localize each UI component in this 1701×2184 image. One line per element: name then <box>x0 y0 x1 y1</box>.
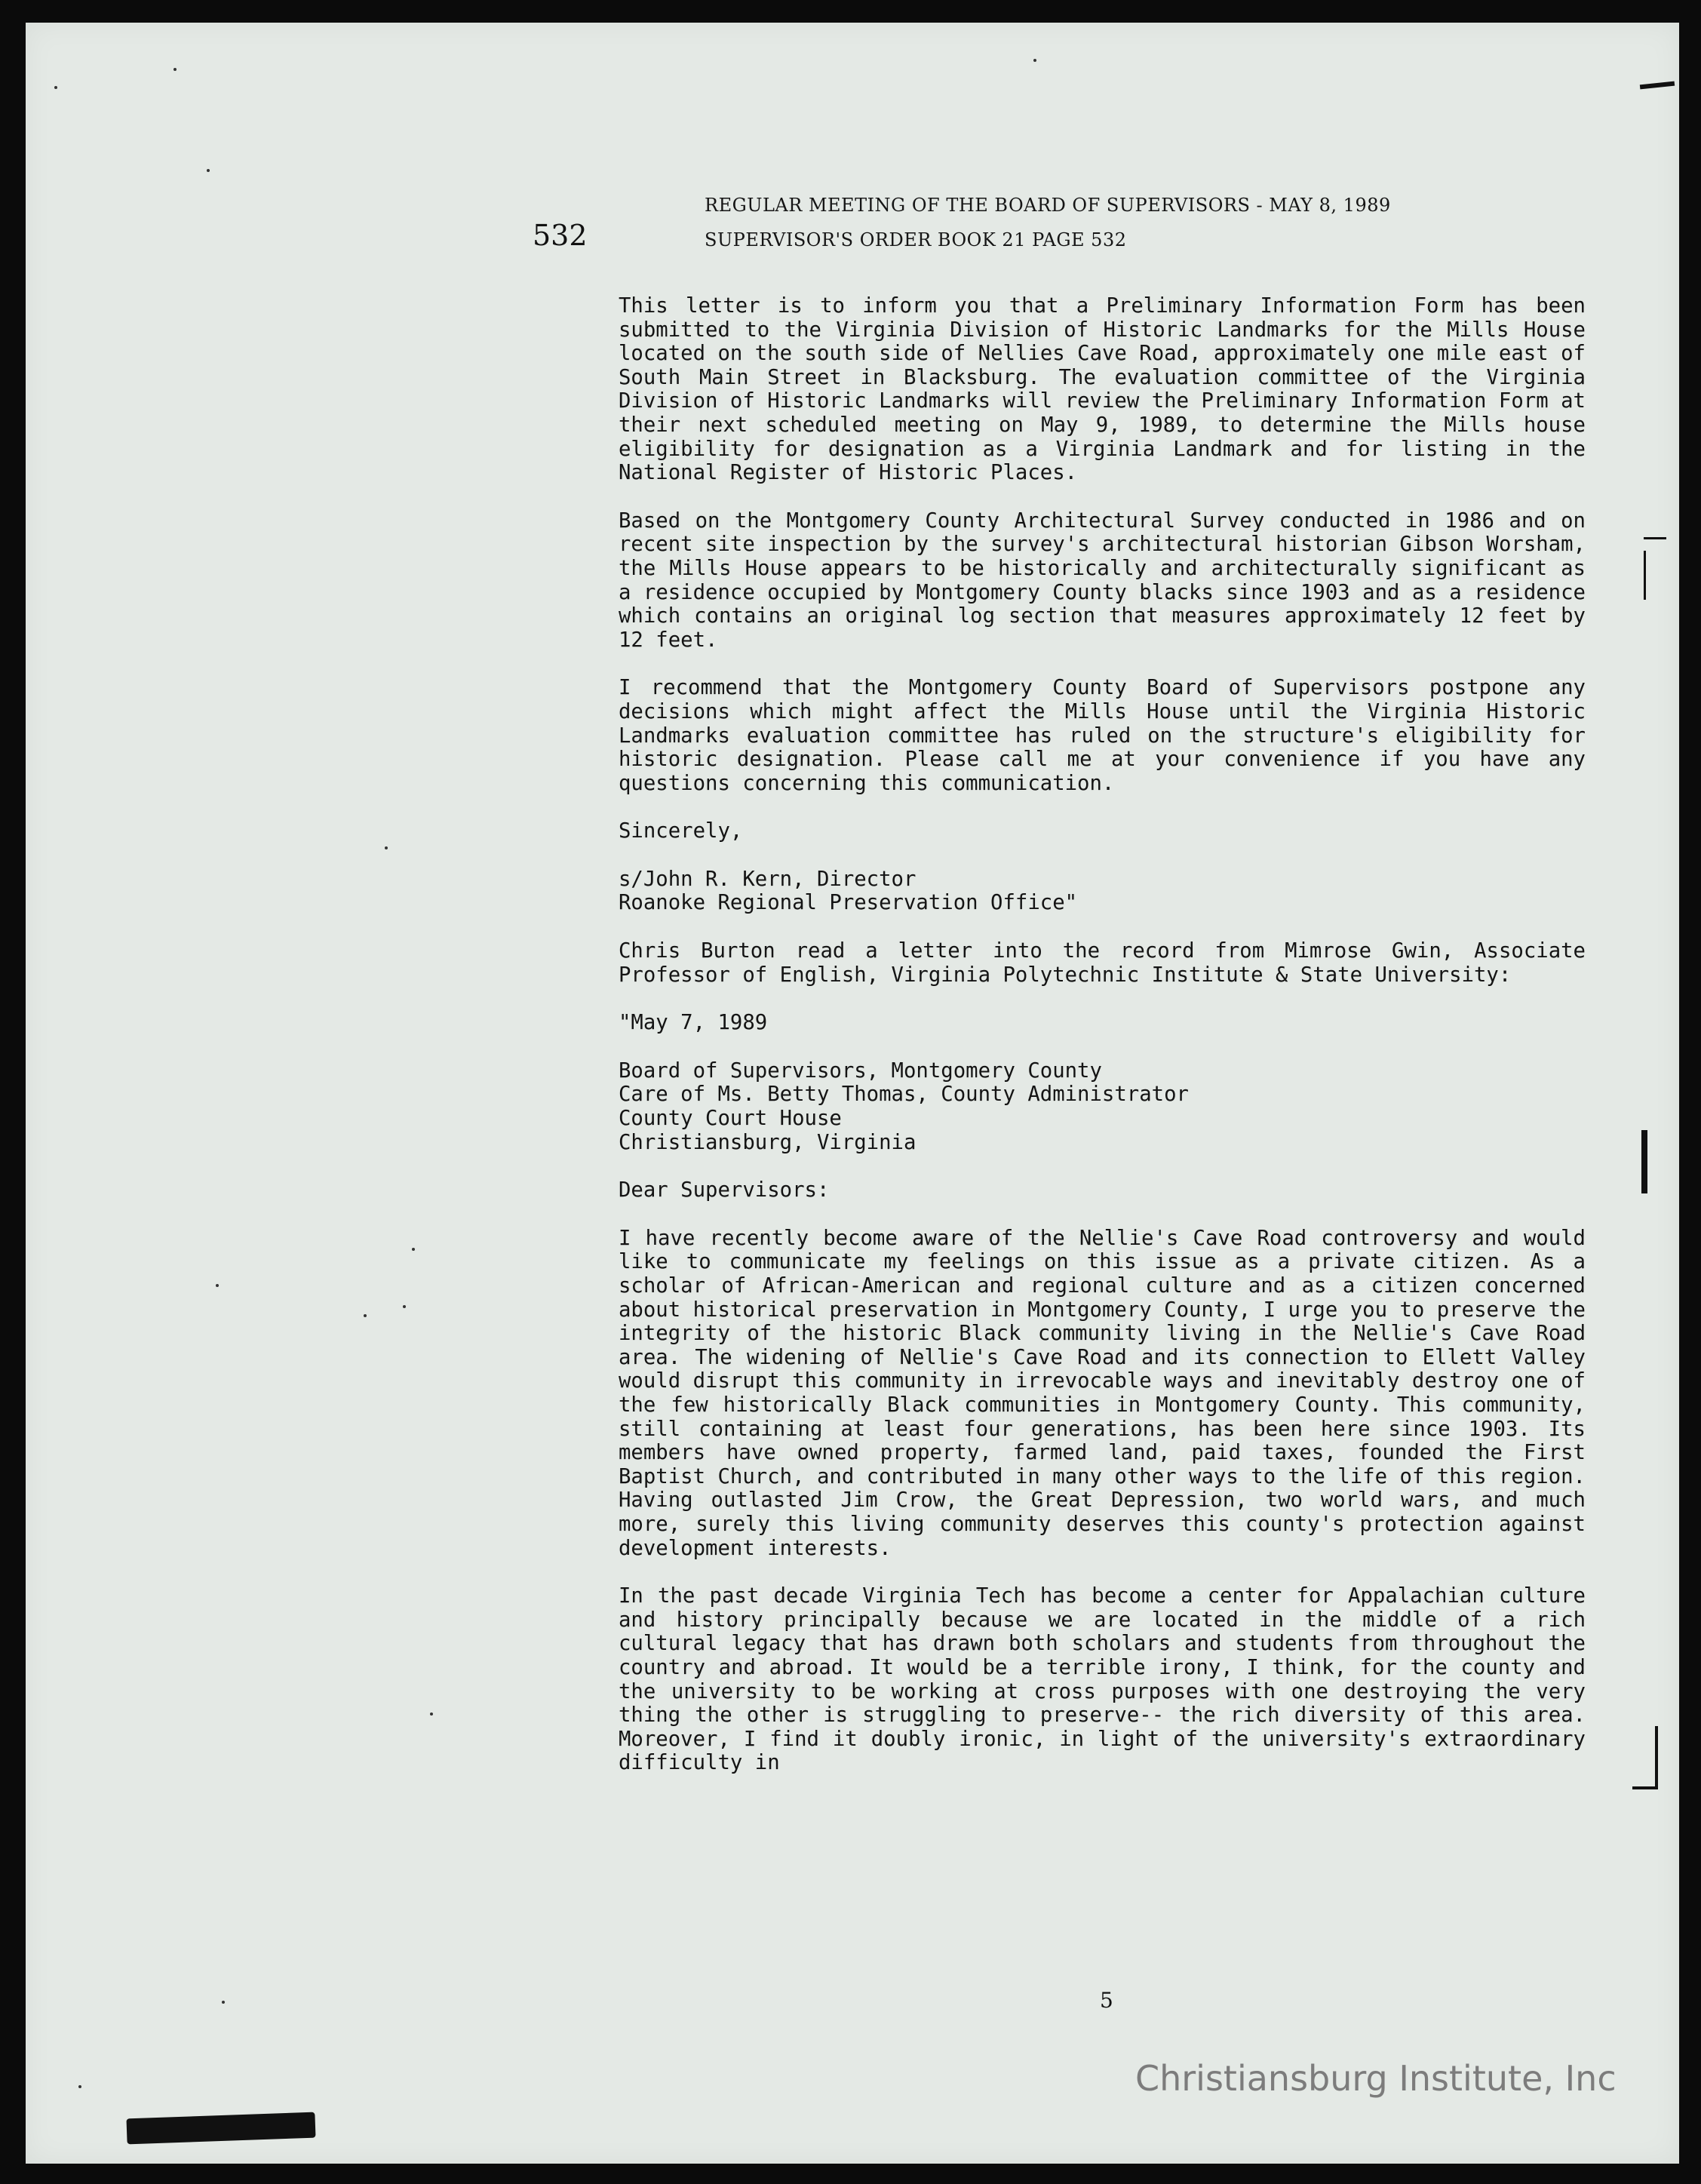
document-body <box>619 294 1586 1799</box>
address-line: Christiansburg, Virginia <box>619 1130 917 1154</box>
speck <box>207 169 210 172</box>
margin-bracket <box>1655 1726 1658 1789</box>
intro-paragraph: Chris Burton read a letter into the record from Mimrose Gwin, Associate Professor of English, Virginia Polytechnic Institute & State University: <box>619 939 1586 987</box>
paragraph-recommendation: I recommend that the Montgomery County Board of Supervisors postpone any decisions which might affect the Mills House until the Virginia Historic Landmarks evaluation committee has ruled on the structure's eligibility for historic designation. Please call me at your convenience if you have any questions concerning this communication. <box>619 676 1586 795</box>
speck <box>216 1284 219 1287</box>
meeting-header: REGULAR MEETING OF THE BOARD OF SUPERVISORS - MAY 8, 1989 <box>705 195 1391 216</box>
address-line: Board of Supervisors, Montgomery County <box>619 1058 1102 1083</box>
document-page <box>26 23 1679 2164</box>
speck <box>364 1314 367 1317</box>
address-line: Care of Ms. Betty Thomas, County Administrator <box>619 1083 1189 1107</box>
speck <box>78 2085 81 2088</box>
book-page-number: 532 <box>533 219 588 252</box>
letter-date: "May 7, 1989 <box>619 1011 768 1035</box>
margin-bracket <box>1644 551 1646 600</box>
watermark: Christiansburg Institute, Inc <box>1135 2058 1617 2099</box>
signature-office: Roanoke Regional Preservation Office" <box>619 891 1078 915</box>
address-block <box>619 1059 1586 1154</box>
speck <box>412 1248 415 1251</box>
order-book-header: SUPERVISOR'S ORDER BOOK 21 PAGE 532 <box>705 229 1127 250</box>
speck <box>430 1712 433 1716</box>
paragraph-survey: Based on the Montgomery County Architectural Survey conducted in 1986 and on recent site inspection by the survey's architectural historian Gibson Worsham, the Mills House appears to be historically and architecturally significant as a residence occupied by Montgomery County blacks since 1903 and as a residence which contains an original log section that measures approximately 12 feet by 12 feet. <box>619 508 1586 652</box>
letter-paragraph-community: I have recently become aware of the Nellie's Cave Road controversy and would like to communicate my feelings on this issue as a private citizen. As a scholar of African-American and regional culture and as a citizen concerned about historical preservation in Montgomery County, I urge you to preserve the integrity of the historic Black community living in the Nellie's Cave Road area. The widening of Nellie's Cave Road and its connection to Ellett Valley would disrupt this community in irrevocable ways and inevitably destroy one of the few historically Black communities in Montgomery County. This community, still containing at least four generations, has been here since 1903. Its members have owned property, farmed land, paid taxes, founded the First Baptist Church, and contributed in many other ways to the life of this region. Having outlasted Jim Crow, the Great Depression, two world wars, and much more, surely this living community deserves this county's protection against development interests. <box>619 1226 1586 1560</box>
paragraph-landmarks: This letter is to inform you that a Preliminary Information Form has been submitted to the Virginia Division of Historic Landmarks for the Mills House located on the south side of Nellies Cave Road, approximately one mile east of South Main Street in Blacksburg. The evaluation committee of the Virginia Division of Historic Landmarks will review the Preliminary Information Form at their next scheduled meeting on May 9, 1989, to determine the Mills house eligibility for designation as a Virginia Landmark and for listing in the National Register of Historic Places. <box>619 294 1586 485</box>
margin-bracket <box>1632 1786 1658 1789</box>
signature-block <box>619 868 1586 915</box>
footer-page-number: 5 <box>1100 1988 1113 2013</box>
salutation: Dear Supervisors: <box>619 1178 830 1203</box>
closing: Sincerely, <box>619 819 743 843</box>
address-line: County Court House <box>619 1107 842 1131</box>
speck <box>222 2001 225 2004</box>
margin-bracket <box>1644 537 1666 539</box>
speck <box>173 68 177 71</box>
corner-mark <box>1640 81 1675 90</box>
margin-bar <box>1641 1130 1647 1193</box>
speck <box>385 846 388 849</box>
signature-name: s/John R. Kern, Director <box>619 867 917 891</box>
speck <box>403 1305 406 1308</box>
letter-paragraph-virginia-tech: In the past decade Virginia Tech has become a center for Appalachian culture and history principally because we are located in the middle of a rich cultural legacy that has drawn both scholars and students from throughout the country and abroad. It would be a terrible irony, I think, for the county and the university to be working at cross purposes with one destroying the very thing the other is struggling to preserve-- the rich diversity of this area. Moreover, I find it doubly ironic, in light of the university's extraordinary difficulty in <box>619 1584 1586 1775</box>
speck <box>54 86 57 89</box>
speck <box>1033 59 1036 62</box>
